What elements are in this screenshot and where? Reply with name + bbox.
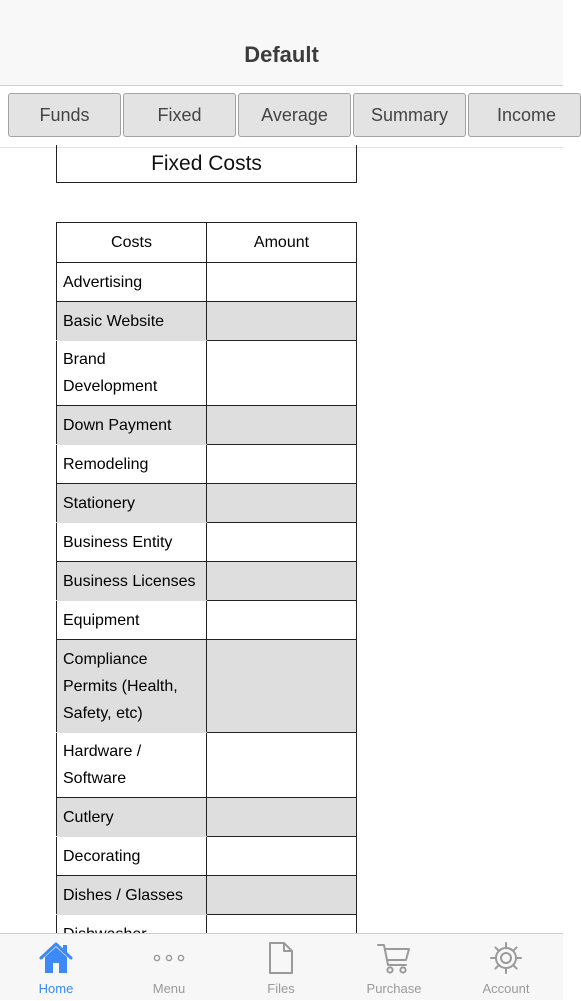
table-row: [57, 406, 357, 445]
amount-cell[interactable]: [207, 523, 357, 562]
table-row: [57, 640, 357, 733]
cost-name: Basic Website: [57, 302, 207, 341]
tab-income[interactable]: Income: [468, 93, 581, 137]
table-row: [57, 484, 357, 523]
tab-summary[interactable]: Summary: [353, 93, 466, 137]
cost-name: Hardware / Software: [57, 733, 207, 798]
cost-name: Remodeling: [57, 445, 207, 484]
table-row: [57, 263, 357, 302]
cart-icon: [376, 940, 412, 976]
page-title: Default: [244, 42, 319, 67]
tabbar-label: Account: [482, 981, 530, 996]
tabbar-label: Purchase: [366, 981, 422, 996]
cost-name: Business Licenses: [57, 562, 207, 601]
file-icon: [263, 940, 299, 976]
amount-cell[interactable]: [207, 484, 357, 523]
gear-icon: [488, 940, 524, 976]
cost-name: Business Entity: [57, 523, 207, 562]
table-row: [57, 341, 357, 406]
cost-name: Decorating: [57, 837, 207, 876]
cost-name: Dishes / Glasses: [57, 876, 207, 915]
table-row: [57, 562, 357, 601]
cost-name: Brand Development: [57, 341, 207, 406]
tab-funds[interactable]: Funds: [8, 93, 121, 137]
table-row: [57, 601, 357, 640]
table-row: [57, 523, 357, 562]
home-icon: [38, 940, 74, 976]
table-row: [57, 302, 357, 341]
more-dots-icon: [151, 940, 187, 976]
content-area[interactable]: [0, 147, 563, 933]
amount-cell[interactable]: [207, 640, 357, 733]
table-row: [57, 733, 357, 798]
tabbar-item-account[interactable]: [450, 934, 562, 1001]
tab-fixed[interactable]: Fixed: [123, 93, 236, 137]
bottom-tab-bar: [0, 933, 563, 1000]
amount-cell[interactable]: [207, 837, 357, 876]
navigation-bar: [0, 0, 563, 86]
amount-cell[interactable]: [207, 876, 357, 915]
cost-name: Compliance Permits (Health, Safety, etc): [57, 640, 207, 733]
tabbar-item-menu[interactable]: [113, 934, 225, 1001]
amount-cell[interactable]: [207, 302, 357, 341]
tabbar-item-purchase[interactable]: [338, 934, 450, 1001]
tabbar-label: Menu: [152, 981, 186, 996]
tab-average[interactable]: Average: [238, 93, 351, 137]
segment-tab-strip[interactable]: [0, 87, 563, 148]
amount-column-header: Amount: [207, 223, 357, 263]
amount-cell[interactable]: [207, 601, 357, 640]
cost-name: Stationery: [57, 484, 207, 523]
amount-cell[interactable]: [207, 445, 357, 484]
amount-cell[interactable]: [207, 562, 357, 601]
table-row: [57, 445, 357, 484]
section-title: Fixed Costs: [56, 145, 357, 183]
cost-name: Cutlery: [57, 798, 207, 837]
amount-cell[interactable]: [207, 798, 357, 837]
amount-cell[interactable]: [207, 263, 357, 302]
table-row: [57, 798, 357, 837]
amount-cell[interactable]: [207, 341, 357, 406]
table-header-row: [57, 223, 357, 263]
cost-name: Equipment: [57, 601, 207, 640]
fixed-costs-table: [56, 222, 357, 954]
table-row: [57, 837, 357, 876]
costs-column-header: Costs: [57, 223, 207, 263]
amount-cell[interactable]: [207, 406, 357, 445]
tabbar-label: Files: [267, 981, 295, 996]
tabbar-item-files[interactable]: [225, 934, 337, 1001]
amount-cell[interactable]: [207, 733, 357, 798]
tabbar-item-home[interactable]: [0, 934, 112, 1001]
cost-name: Advertising: [57, 263, 207, 302]
tabbar-label: Home: [38, 981, 74, 996]
cost-name: Down Payment: [57, 406, 207, 445]
table-row: [57, 876, 357, 915]
